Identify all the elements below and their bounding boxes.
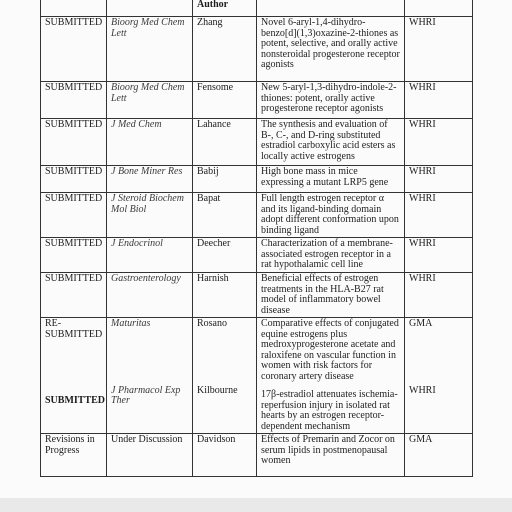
publication-cell: Under Discussion <box>107 434 193 477</box>
author-text: Rosano <box>197 318 227 329</box>
page-bottom-edge <box>0 498 512 512</box>
header-lab <box>405 0 473 17</box>
lab-cell: WHRI <box>405 82 473 119</box>
table-row <box>41 82 473 119</box>
publication-cell: Gastroenterology <box>107 273 193 318</box>
spacer <box>45 340 102 396</box>
lab-cell: WHRI <box>405 119 473 166</box>
header-publication <box>107 0 193 17</box>
lab-cell: GMA <box>405 434 473 477</box>
title-cell: New 5-aryl-1,3-dihydro-indole-2-thiones: potent, orally active progesterone receptor agonists <box>257 82 405 119</box>
title-cell: Beneficial effects of estrogen treatments in the HLA-B27 rat model of inflammatory bowel disease <box>257 273 405 318</box>
table-row <box>41 193 473 238</box>
sub-title-text: 17β-estradiol attenuates ischemia-reperfusion injury in isolated rat hearts by an estrogen receptor-dependent mechanism <box>261 389 398 432</box>
author-cell: Harnish <box>193 273 257 318</box>
author-cell: Deecher <box>193 238 257 273</box>
title-cell: Effects of Premarin and Zocor on serum lipids in postmenopausal women <box>257 434 405 477</box>
title-cell: Full length estrogen receptor α and its ligand-binding domain adopt different conformation upon binding ligand <box>257 193 405 238</box>
status-cell: SUBMITTED <box>41 119 107 166</box>
status-cell: SUBMITTED <box>41 166 107 193</box>
lab-cell: WHRI <box>405 17 473 82</box>
lab-cell <box>405 318 473 434</box>
table-row <box>41 273 473 318</box>
lab-cell: WHRI <box>405 273 473 318</box>
spacer <box>409 330 468 386</box>
status-cell: SUBMITTED <box>41 193 107 238</box>
status-cell: SUBMITTED <box>41 273 107 318</box>
publication-cell: J Endocrinol <box>107 238 193 273</box>
author-cell: Davidson <box>193 434 257 477</box>
title-cell <box>257 318 405 434</box>
publication-text: Maturitas <box>111 318 151 329</box>
spacer <box>197 330 252 386</box>
publication-cell: J Med Chem <box>107 119 193 166</box>
sub-status-text: SUBMITTED <box>45 395 106 406</box>
status-cell: SUBMITTED <box>41 82 107 119</box>
table-header-row <box>41 0 473 17</box>
status-text: RE-SUBMITTED <box>45 318 103 340</box>
lab-cell: WHRI <box>405 193 473 238</box>
author-cell: Zhang <box>193 17 257 82</box>
publication-cell: J Steroid Biochem Mol Biol <box>107 193 193 238</box>
author-cell: Fensome <box>193 82 257 119</box>
publications-table <box>40 0 473 477</box>
table-row <box>41 318 473 434</box>
title-text: Comparative effects of conjugated equine estrogens plus medroxyprogesterone acetate and raloxifene on vascular function in women with risk factors for coronary artery disease <box>261 318 399 382</box>
status-cell <box>41 318 107 434</box>
lab-cell: WHRI <box>405 238 473 273</box>
spacer <box>111 330 188 386</box>
header-status <box>41 0 107 17</box>
table-row <box>41 17 473 82</box>
publication-cell: J Bone Miner Res <box>107 166 193 193</box>
publication-cell: Bioorg Med Chem Lett <box>107 17 193 82</box>
status-cell: SUBMITTED <box>41 238 107 273</box>
table-row <box>41 119 473 166</box>
table-row <box>41 166 473 193</box>
author-cell <box>193 318 257 434</box>
title-cell: Characterization of a membrane-associated estrogen receptor in a rat hypothalamic cell line <box>257 238 405 273</box>
sub-lab-text: WHRI <box>409 384 436 396</box>
title-cell: High bone mass in mice expressing a mutant LRP5 gene <box>257 166 405 193</box>
sub-author-text: Kilbourne <box>197 384 238 396</box>
sub-publication-text: J Pharmacol Exp Ther <box>111 384 181 406</box>
status-cell: SUBMITTED <box>41 17 107 82</box>
publication-cell: Bioorg Med Chem Lett <box>107 82 193 119</box>
author-cell: Bapat <box>193 193 257 238</box>
table-row <box>41 238 473 273</box>
author-cell: Babij <box>193 166 257 193</box>
table-row <box>41 434 473 477</box>
status-cell: Revisions in Progress <box>41 434 107 477</box>
header-author: Author <box>193 0 257 17</box>
author-cell: Lahance <box>193 119 257 166</box>
publication-cell <box>107 318 193 434</box>
title-cell: Novel 6-aryl-1,4-dihydro-benzo[d](1,3)oxazine-2-thiones as potent, selective, and orally active nonsteroidal progesterone receptor agonists <box>257 17 405 82</box>
header-title <box>257 0 405 17</box>
lab-cell: WHRI <box>405 166 473 193</box>
title-cell: The synthesis and evaluation of B-, C-, and D-ring substituted estradiol carboxylic acid esters as locally active estrogens <box>257 119 405 166</box>
lab-text: GMA <box>409 318 433 329</box>
